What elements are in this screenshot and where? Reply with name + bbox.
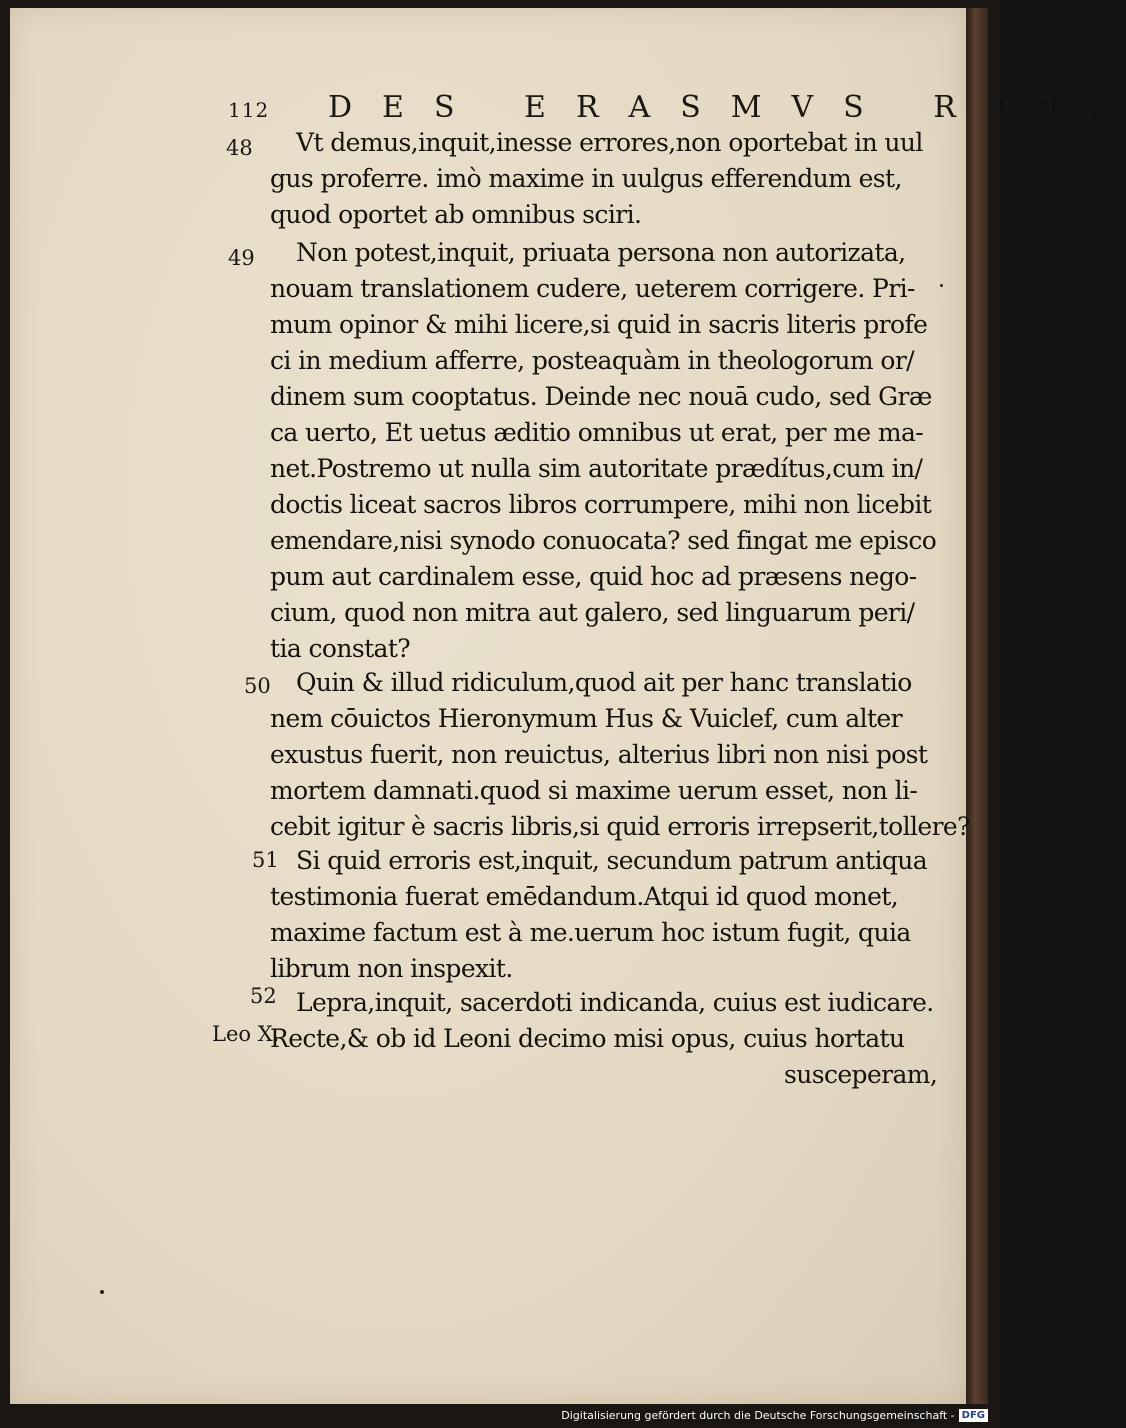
digitization-credit	[561, 1406, 988, 1424]
dfg-logo-icon: DFG	[959, 1409, 988, 1422]
text-line: Non potest,inquit, priuata persona non autorizata,	[296, 238, 906, 267]
folio-number: 112	[228, 98, 270, 122]
text-line: dinem sum cooptatus. Deinde nec nouā cudo, sed Græ	[270, 382, 932, 411]
margin-number-52: 52	[250, 984, 277, 1008]
text-line: maxime factum est à me.uerum hoc istum fugit, quia	[270, 918, 911, 947]
text-line: testimonia fuerat emēdandum.Atqui id quod monet,	[270, 882, 899, 911]
text-line: mum opinor & mihi licere,si quid in sacris literis profe	[270, 310, 928, 339]
text-line: quod oportet ab omnibus sciri.	[270, 200, 642, 229]
text-line: gus proferre. imò maxime in uulgus efferendum est,	[270, 164, 902, 193]
marginal-note-leo-x: Leo X.	[212, 1022, 280, 1046]
running-title: DES ERASMVS ROT.	[328, 90, 1126, 125]
text-line: susceperam,	[784, 1060, 938, 1089]
text-line: mortem damnati.quod si maxime uerum esset, non li-	[270, 776, 918, 805]
text-line: Quin & illud ridiculum,quod ait per hanc translatio	[296, 668, 912, 697]
credit-text: Digitalisierung gefördert durch die Deutsche Forschungsgemeinschaft -	[561, 1408, 955, 1422]
ink-speck	[940, 284, 943, 287]
text-line: Lepra,inquit, sacerdoti indicanda, cuius est iudicare.	[296, 988, 934, 1017]
margin-number-50: 50	[244, 674, 271, 698]
text-line: librum non inspexit.	[270, 954, 513, 983]
text-line: ci in medium afferre, posteaquàm in theologorum or/	[270, 346, 914, 375]
text-line: nouam translationem cudere, ueterem corrigere. Pri-	[270, 274, 915, 303]
page-header	[228, 90, 1126, 130]
text-line: tia constat?	[270, 634, 411, 663]
text-line: net.Postremo ut nulla sim autoritate prædítus,cum in/	[270, 454, 923, 483]
text-line: Recte,& ob id Leoni decimo misi opus, cuius hortatu	[270, 1024, 905, 1053]
text-line: pum aut cardinalem esse, quid hoc ad præsens nego-	[270, 562, 917, 591]
margin-number-48: 48	[226, 136, 253, 160]
margin-number-51: 51	[252, 848, 279, 872]
book-page-edge	[966, 8, 988, 1404]
text-line: nem cōuictos Hieronymum Hus & Vuiclef, cum alter	[270, 704, 902, 733]
margin-number-49: 49	[228, 246, 255, 270]
ink-speck	[100, 1290, 104, 1294]
text-line: exustus fuerit, non reuictus, alterius libri non nisi post	[270, 740, 928, 769]
text-line: Si quid erroris est,inquit, secundum patrum antiqua	[296, 846, 928, 875]
text-line: cebit igitur è sacris libris,si quid erroris irrepserit,tollere?	[270, 812, 970, 841]
text-line: Vt demus,inquit,inesse errores,non oportebat in uul	[296, 128, 923, 157]
text-line: cium, quod non mitra aut galero, sed linguarum peri/	[270, 598, 915, 627]
text-line: doctis liceat sacros libros corrumpere, mihi non licebit	[270, 490, 932, 519]
text-line: ca uerto, Et uetus æditio omnibus ut erat, per me ma-	[270, 418, 924, 447]
text-line: emendare,nisi synodo conuocata? sed fingat me episco	[270, 526, 937, 555]
